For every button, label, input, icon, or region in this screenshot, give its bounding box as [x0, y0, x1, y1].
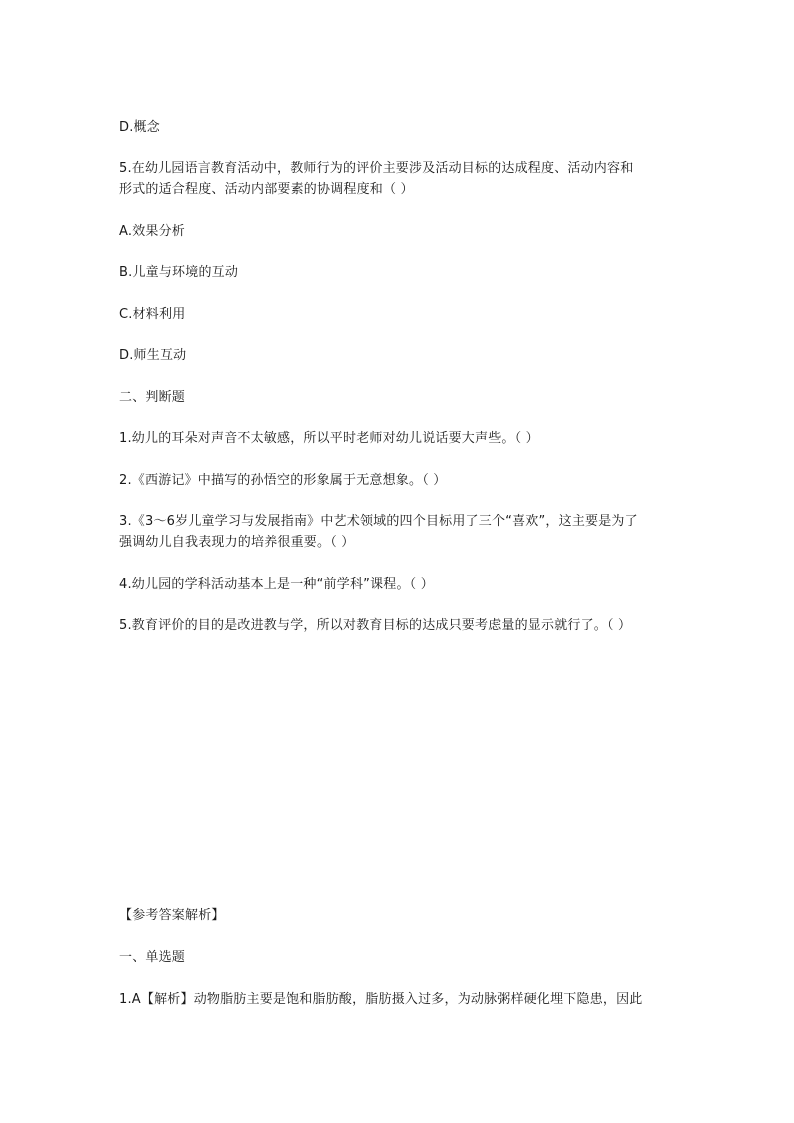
q5-stem-line2: 形式的适合程度、活动内部要素的协调程度和（ ）	[119, 182, 414, 197]
q5-option-a: A.效果分析	[119, 224, 185, 239]
answers-heading: 【参考答案解析】	[119, 908, 225, 923]
tf-item-1: 1.幼儿的耳朵对声音不太敏感，所以平时老师对幼儿说话要大声些。（ ）	[119, 431, 539, 446]
tf-item-4: 4.幼儿园的学科活动基本上是一种“前学科”课程。（ ）	[119, 577, 434, 592]
q5-option-d: D.师生互动	[119, 348, 187, 363]
tf-item-2: 2.《西游记》中描写的孙悟空的形象属于无意想象。（ ）	[119, 473, 447, 488]
answer-item-1: 1.A【解析】动物脂肪主要是饱和脂肪酸，脂肪摄入过多，为动脉粥样硬化埋下隐患，因此	[119, 992, 643, 1007]
q5-option-b: B.儿童与环境的互动	[119, 265, 239, 280]
tf-item-3-line2: 强调幼儿自我表现力的培养很重要。（ ）	[119, 535, 355, 550]
tf-item-5: 5.教育评价的目的是改进教与学，所以对教育目标的达成只要考虑量的显示就行了。（ ）	[119, 618, 632, 633]
q5-stem-line1: 5.在幼儿园语言教育活动中，教师行为的评价主要涉及活动目标的达成程度、活动内容和	[119, 161, 634, 176]
tf-item-3-line1: 3.《3～6岁儿童学习与发展指南》中艺术领域的四个目标用了三个“喜欢”，这主要是为了	[119, 514, 638, 529]
section-heading-true-false: 二、判断题	[119, 390, 186, 405]
answers-section1-heading: 一、单选题	[119, 950, 186, 965]
q4-option-d: D.概念	[119, 120, 160, 135]
q5-option-c: C.材料利用	[119, 307, 186, 322]
